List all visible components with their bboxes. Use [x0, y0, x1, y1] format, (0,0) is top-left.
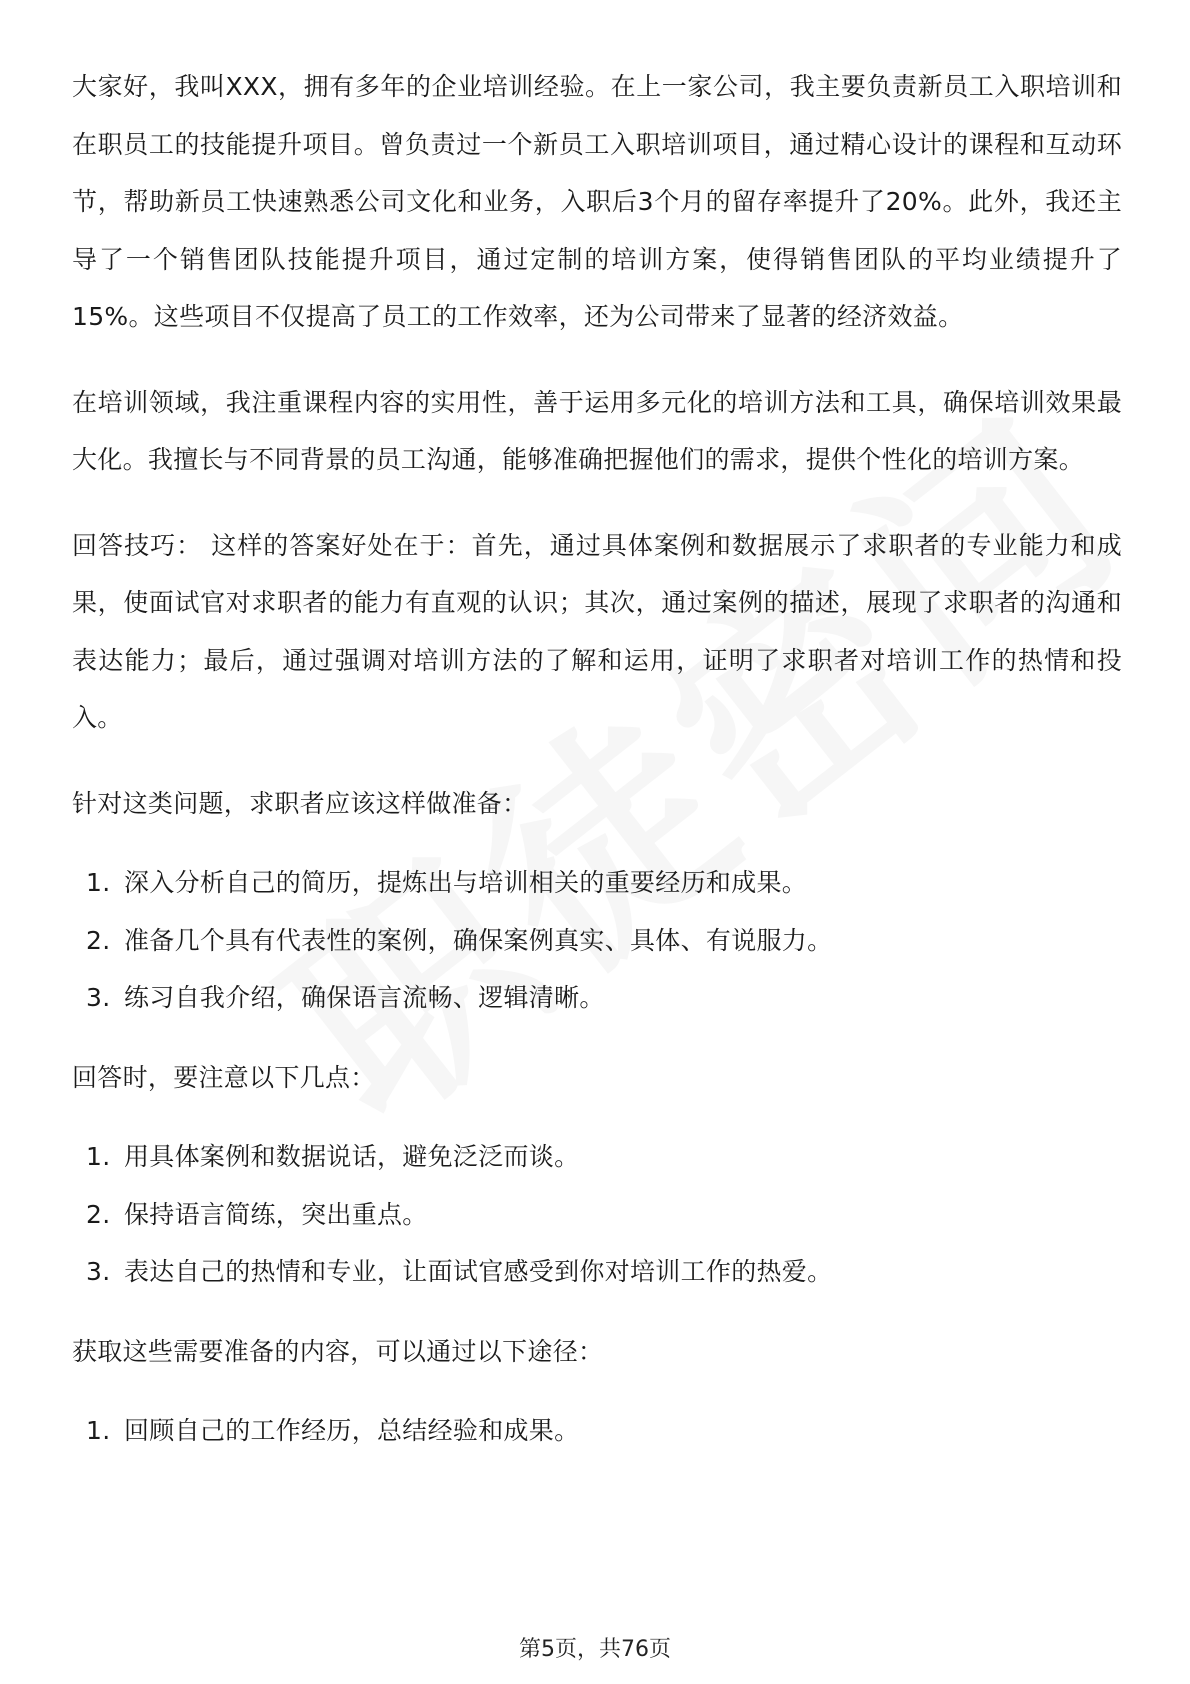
list-item	[72, 1402, 1122, 1460]
notes-heading: 回答时，要注意以下几点：	[72, 1062, 376, 1092]
list-item-text: 表达自己的热情和专业，让面试官感受到你对培训工作的热爱。	[124, 1257, 833, 1286]
training-approach-paragraph: 在培训领域，我注重课程内容的实用性，善于运用多元化的培训方法和工具，确保培训效果最大化。我擅长与不同背景的员工沟通，能够准确把握他们的需求，提供个性化的培训方案。	[72, 387, 1122, 474]
list-item-number: 3.	[86, 1257, 111, 1286]
list-item	[72, 1186, 1122, 1244]
list-item-number: 2.	[86, 1199, 111, 1229]
list-item-number: 1.	[86, 868, 111, 897]
answer-tips-paragraph: 回答技巧： 这样的答案好处在于：首先，通过具体案例和数据展示了求职者的专业能力和成果，使面试官对求职者的能力有直观的认识；其次，通过案例的描述，展现了求职者的沟通和表达能力；最后，通过强调对培训方法的了解和运用，证明了求职者对培训工作的热情和投入。	[72, 530, 1122, 732]
list-item-number: 1.	[86, 1416, 111, 1445]
page-number: 第5页，共76页	[519, 1637, 671, 1662]
list-item	[72, 969, 1122, 1027]
list-item-text: 练习自我介绍，确保语言流畅、逻辑清晰。	[124, 983, 605, 1012]
sources-list	[72, 1402, 1122, 1460]
list-item	[72, 912, 1122, 970]
sources-heading: 获取这些需要准备的内容，可以通过以下途径：	[72, 1336, 604, 1366]
notes-list	[72, 1128, 1122, 1301]
document-body	[72, 58, 1122, 1482]
list-item-number: 2.	[86, 925, 111, 955]
list-item	[72, 1128, 1122, 1186]
list-item-number: 3.	[86, 983, 111, 1012]
preparation-heading: 针对这类问题，求职者应该这样做准备：	[72, 788, 528, 818]
intro-paragraph: 大家好，我叫XXX，拥有多年的企业培训经验。在上一家公司，我主要负责新员工入职培训和在职员工的技能提升项目。曾负责过一个新员工入职培训项目，通过精心设计的课程和互动环节，帮助新员工快速熟悉公司文化和业务，入职后3个月的留存率提升了20%。此外，我还主导了一个销售团队技能提升项目，通过定制的培训方案，使得销售团队的平均业绩提升了15%。这些项目不仅提高了员工的工作效率，还为公司带来了显著的经济效益。	[72, 72, 1122, 331]
list-item-number: 1.	[86, 1142, 111, 1171]
list-item	[72, 1243, 1122, 1301]
list-item-text: 保持语言简练，突出重点。	[124, 1199, 428, 1229]
list-item-text: 深入分析自己的简历，提炼出与培训相关的重要经历和成果。	[124, 868, 808, 897]
list-item-text: 回顾自己的工作经历，总结经验和成果。	[124, 1416, 580, 1445]
preparation-list	[72, 854, 1122, 1027]
list-item-text: 用具体案例和数据说话，避免泛泛而谈。	[124, 1142, 580, 1171]
list-item	[72, 854, 1122, 912]
list-item-text: 准备几个具有代表性的案例，确保案例真实、具体、有说服力。	[124, 925, 833, 955]
